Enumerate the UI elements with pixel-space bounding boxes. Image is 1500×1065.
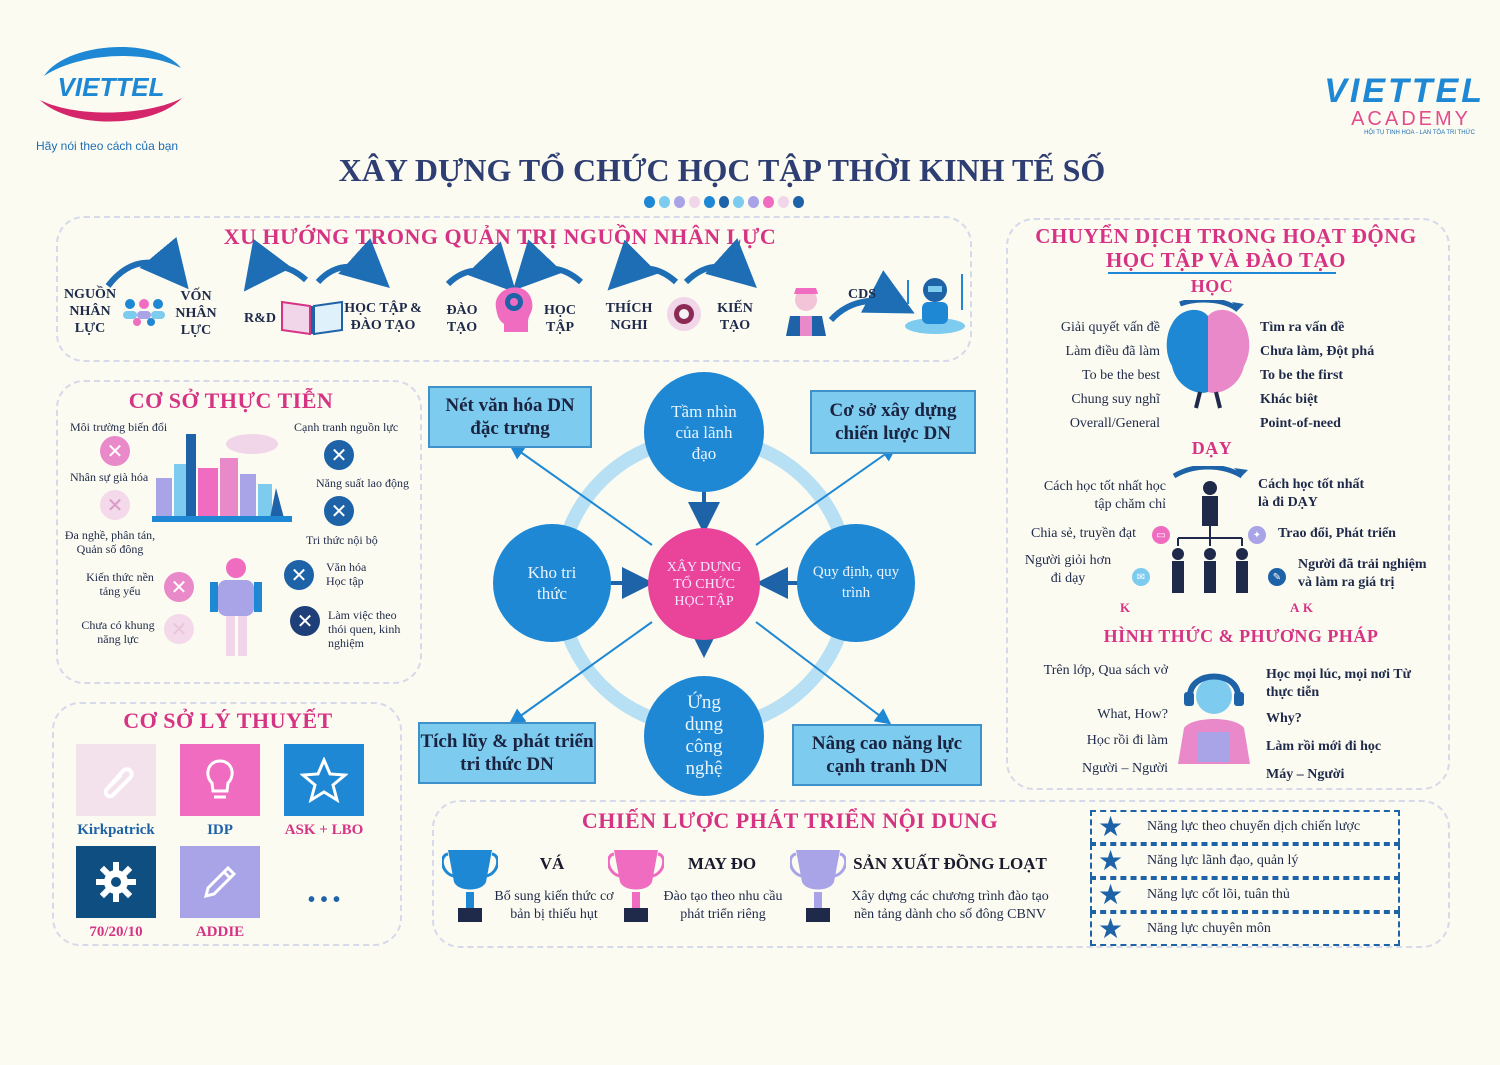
slogan: Hãy nói theo cách của bạn [36,139,179,153]
trend-from-4: THÍCH NGHI [605,301,653,333]
practice-item-8: Văn hóa Học tập [326,560,367,588]
circle-rules: Quy định, quy trình [797,524,915,642]
practice-item-9: Chưa có khung năng lực [81,618,155,646]
trends-heading: XU HƯỚNG TRONG QUẢN TRỊ NGUỒN NHÂN LỰC [223,224,777,249]
method-left-4: Người – Người [1082,761,1168,776]
star-icon-2: ★ [1098,844,1124,877]
competency-4: Năng lực chuyên môn [1147,921,1271,936]
tile-70-20-10[interactable] [76,846,156,918]
practice-item-6: Tri thức nội bộ [306,533,378,547]
tile-label-idp: IDP [207,822,233,838]
trend-arrow-4a [616,269,676,283]
competency-row-2 [1090,844,1400,878]
lightbulb-icon [199,757,241,803]
person-illustration [208,556,264,660]
circle-knowledge: Kho tri thức [493,524,611,642]
trend-to-4: KIẾN TẠO [717,301,753,333]
robot-icon [900,270,970,338]
core-circle: XÂY DỰNG TỔ CHỨC HỌC TẬP [648,528,760,640]
tile-label-more: • • • [307,888,341,911]
trophy-icon-1 [442,846,498,926]
trend-arrow-2a [251,267,306,282]
star-icon-3: ★ [1098,878,1124,911]
method-right-3: Làm rồi mới đi học [1266,739,1382,754]
trend-to-1: VỐN NHÂN LỰC [175,289,217,338]
trend-from-2: R&D [244,311,276,326]
competency-row-1 [1090,810,1400,844]
trend-to-2: HỌC TẬP & ĐÀO TẠO [344,301,422,333]
x-icon-1: ✕ [100,436,130,466]
academy-tagline: HỘI TỤ TINH HOA - LAN TỎA TRI THỨC [1364,130,1475,136]
x-icon-8: ✕ [284,560,314,590]
exchange-icon: ✦ [1248,526,1266,544]
gear-icon [92,858,140,906]
x-icon-4: ✕ [324,496,354,526]
competency-3: Năng lực cốt lõi, tuân thủ [1147,887,1290,902]
day-right-1: Cách học tốt nhất là đi DẠY [1258,477,1365,510]
people-group-icon [120,296,168,332]
box-strategy-basis: Cơ sở xây dựng chiến lược DN [810,390,976,454]
cup-desc-3: Xây dựng các chương trình đào tạo nền tảng dành cho số đông CBNV [851,889,1049,922]
mail-icon: ✉ [1132,568,1150,586]
viettel-logo-text: VIETTEL [57,72,165,102]
pen-icon: ✎ [1268,568,1286,586]
brain-icon [1166,300,1250,410]
tile-label-kirkpatrick: Kirkpatrick [77,822,155,838]
cup-desc-1: Bổ sung kiến thức cơ bản bị thiếu hụt [494,889,614,922]
day-left-2: Chia sẻ, truyền đạt [1031,526,1136,541]
paperclip-icon [95,759,137,801]
day-left-1: Cách học tốt nhất học tập chăm chỉ [1043,479,1166,512]
tile-ask-lbo[interactable] [284,744,364,816]
circle-vision: Tầm nhìn của lãnh đạo [644,372,764,492]
hoc-left-4: Chung suy nghĩ [1071,392,1160,407]
day-k-left: K [1120,600,1131,615]
city-illustration [152,428,292,524]
x-icon-2: ✕ [324,440,354,470]
practice-item-5: Đa nghề, phân tán, Quản số đông [64,528,156,556]
competency-1: Năng lực theo chuyển dịch chiến lược [1147,819,1361,834]
tile-idp[interactable] [180,744,260,816]
cup-title-3: SẢN XUẤT ĐỒNG LOẠT [853,854,1047,873]
trend-from-3: ĐÀO TẠO [446,303,478,335]
practice-item-4: Năng suất lao động [316,476,409,490]
method-right-4: Máy – Người [1266,767,1345,782]
worker-icon [780,284,830,336]
x-icon-3: ✕ [100,490,130,520]
title-dots [644,196,804,210]
box-competitiveness: Nâng cao năng lực cạnh tranh DN [792,724,982,786]
hoc-right-1: Tìm ra vấn đề [1260,320,1345,335]
hoc-right-list [1260,316,1440,436]
method-title: HÌNH THỨC & PHƯƠNG PHÁP [1103,626,1379,646]
practice-item-10: Làm việc theo thói quen, kinh nghiệm [328,608,401,650]
method-left-list [1030,662,1168,778]
theory-heading: CƠ SỞ LÝ THUYẾT [123,708,333,733]
day-right-3: Người đã trải nghiệm và làm ra giá trị [1298,557,1427,590]
tile-label-addie: ADDIE [195,924,245,940]
page-title: XÂY DỰNG TỔ CHỨC HỌC TẬP THỜI KINH TẾ SỐ [338,152,1106,188]
hoc-right-4: Khác biệt [1260,392,1318,407]
practice-item-2: Cạnh tranh nguồn lực [294,420,399,434]
method-left-2: What, How? [1097,707,1168,722]
method-right-list [1266,666,1436,784]
practice-item-7: Kiến thức nền tảng yếu [86,570,154,598]
org-chart-icon [1160,466,1260,602]
academy-logo [1215,74,1485,138]
x-icon-9: ✕ [164,614,194,644]
tile-addie[interactable] [180,846,260,918]
trend-arrow-2b [318,267,381,282]
box-culture: Nét văn hóa DN đặc trưng [428,386,592,448]
hoc-left-3: To be the best [1082,368,1160,383]
hoc-left-list [1020,316,1160,436]
method-left-3: Học rồi đi làm [1086,733,1168,748]
eye-icon [662,294,706,334]
shift-heading-underline [1108,272,1336,274]
pencil-icon [198,860,242,904]
practice-heading: CƠ SỞ THỰC TIỄN [128,388,334,413]
content-heading: CHIẾN LƯỢC PHÁT TRIỂN NỘI DUNG [581,808,999,833]
practice-item-1: Môi trường biến đổi [70,420,168,434]
x-icon-10: ✕ [290,606,320,636]
competency-row-4 [1090,912,1400,946]
day-right-2: Trao đổi, Phát triển [1278,526,1396,541]
headset-person-icon [1172,666,1256,766]
tile-label-70-20-10: 70/20/10 [89,924,143,940]
hoc-left-5: Overall/General [1069,416,1160,431]
method-right-2: Why? [1266,711,1302,726]
cup-title-2: MAY ĐO [687,854,757,873]
trophy-icon-3 [790,846,846,926]
day-title: DẠY [1191,438,1233,458]
shift-heading-2: HỌC TẬP VÀ ĐÀO TẠO [1105,248,1347,272]
trend-to-3: HỌC TẬP [544,303,576,335]
trend-from-1: NGUỒN NHÂN LỰC [63,287,117,336]
practice-item-3: Nhân sự già hóa [70,470,149,484]
hoc-right-3: To be the first [1260,368,1344,383]
tile-label-ask-lbo: ASK + LBO [284,822,364,838]
cup-desc-2: Đào tạo theo nhu cầu phát triển riêng [663,889,783,922]
hoc-right-5: Point-of-need [1260,416,1341,431]
viettel-logo [36,38,186,153]
competency-2: Năng lực lãnh đạo, quản lý [1147,853,1299,868]
ellipsis-icon [284,880,364,920]
trend-arrow-4b [686,267,748,282]
trend-to-5: CDS [847,287,876,302]
cup-title-1: VÁ [539,854,565,873]
head-gear-icon [488,278,538,334]
star-icon [300,757,348,803]
method-left-1: Trên lớp, Qua sách vở [1043,663,1168,678]
hoc-title: HỌC [1190,276,1234,296]
share-icon: ▭ [1152,526,1170,544]
competency-row-3 [1090,878,1400,912]
book-icon [280,296,344,338]
hoc-left-1: Giải quyết vấn đề [1060,320,1160,335]
trend-arrow-5 [831,301,904,320]
tile-kirkpatrick[interactable] [76,744,156,816]
academy-logo-bottom: ACADEMY [1351,108,1471,130]
day-k-right: A K [1290,600,1314,615]
academy-logo-top: VIETTEL [1324,72,1485,110]
circle-technology: Ứng dụng công nghệ [644,676,764,796]
method-right-1: Học mọi lúc, mọi nơi Từ thực tiễn [1266,667,1412,700]
box-knowledge-growth: Tích lũy & phát triển tri thức DN [418,722,596,784]
star-icon-1: ★ [1098,810,1124,843]
trend-arrow-1 [108,263,181,286]
shift-heading-1: CHUYỂN DỊCH TRONG HOẠT ĐỘNG [1035,224,1417,248]
hoc-left-2: Làm điều đã làm [1065,344,1160,359]
hoc-right-2: Chưa làm, Đột phá [1260,344,1375,359]
star-icon-4: ★ [1098,912,1124,945]
x-icon-7: ✕ [164,572,194,602]
day-left-3: Người giỏi hơn đi dạy [1024,553,1112,586]
viettel-logo-icon [36,38,186,133]
